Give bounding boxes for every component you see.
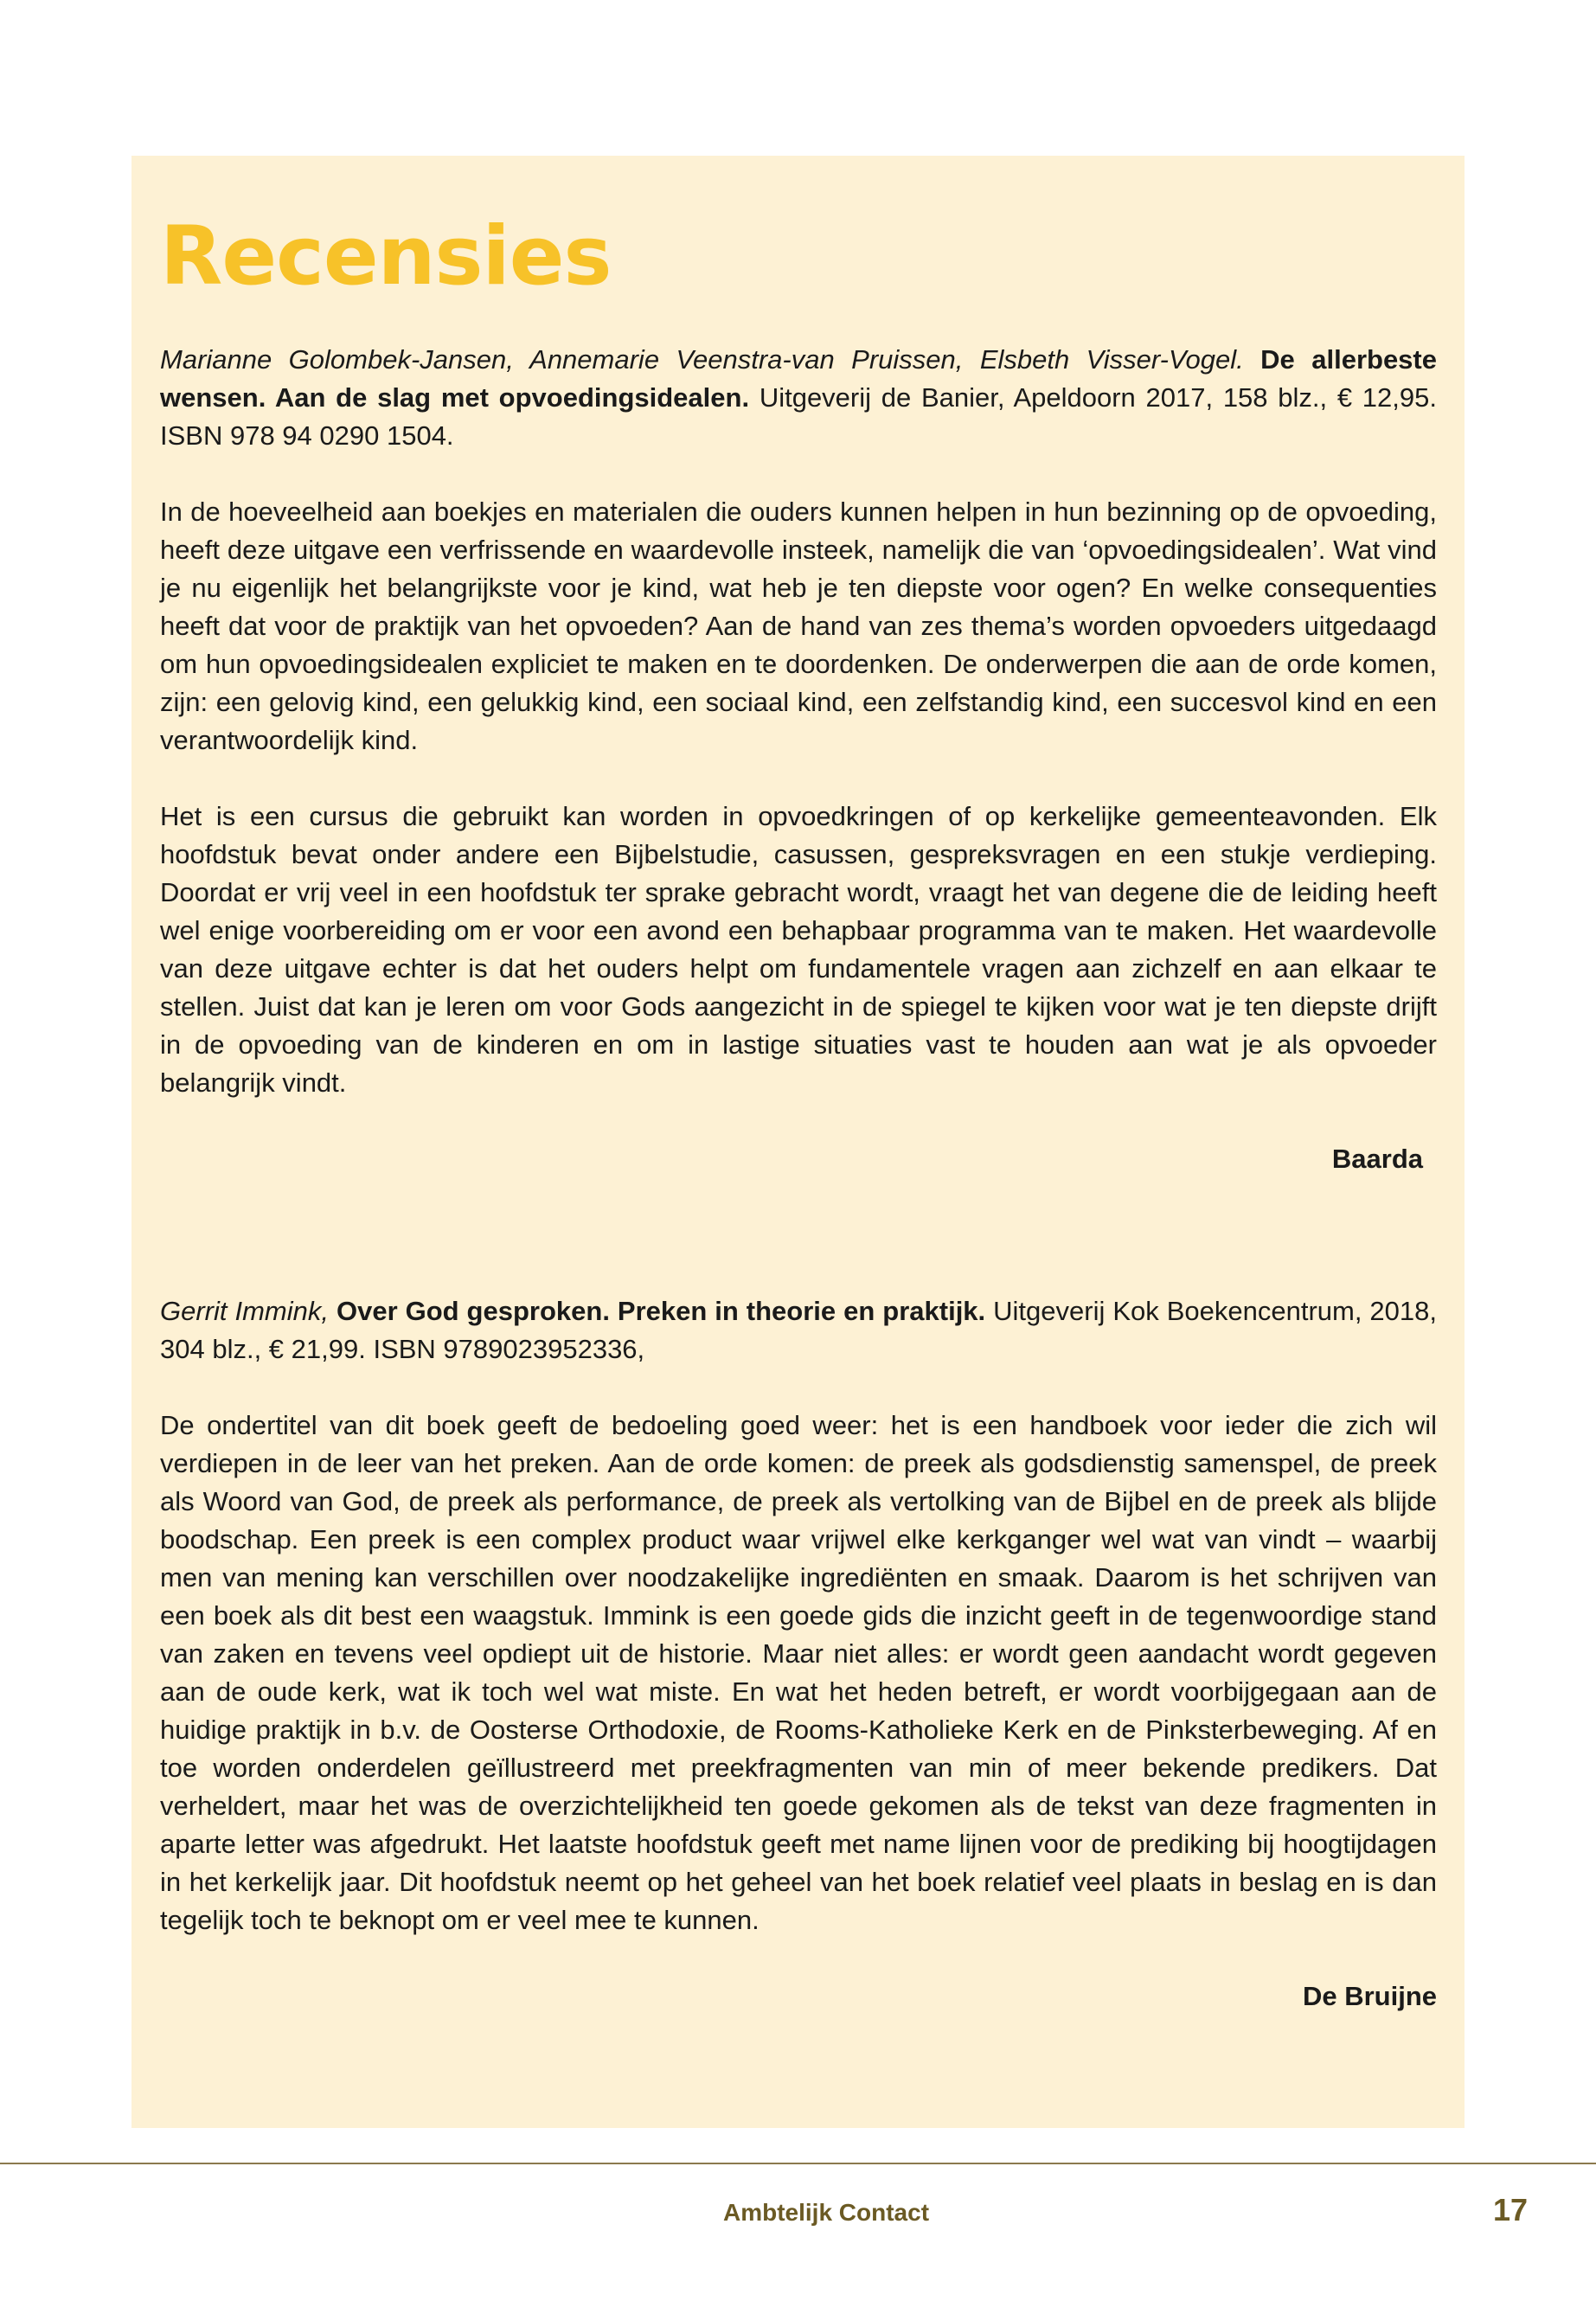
review-1 [160,341,1437,1178]
review-2 [160,1292,1437,2016]
book-title: De allerbeste wensen. Aan de slag met opvoedingsidealen. [160,344,1437,413]
publication-details: Uitgeverij Kok Boekencentrum, 2018, 304 blz., € 21,99. ISBN 9789023952336, [160,1296,1437,1364]
review-panel [131,156,1465,2128]
review-signature: Baarda [1331,1144,1423,1174]
review-authors: Gerrit Immink, [160,1296,329,1326]
page-title: Recensies [160,209,612,304]
footer-divider [0,2163,1596,2164]
review-paragraph: Het is een cursus die gebruikt kan worden in opvoedkringen of op kerkelijke gemeenteavonden. Elk hoofdstuk bevat onder andere een Bijbelstudie, casussen, gespreksvragen en een stukje verdieping. Doordat er vrij veel in een hoofdstuk ter sprake gebracht wordt, vraagt het van degene die de leiding heeft wel enige voorbereiding om er voor een avond een behapbaar programma van te maken. Het waardevolle van deze uitgave echter is dat het ouders helpt om fundamentele vragen aan zichzelf en aan elkaar te stellen. Juist dat kan je leren om voor Gods aangezicht in de spiegel te kijken voor wat je ten diepste drijft in de opvoeding van de kinderen en om in lastige situaties vast te houden aan wat je als opvoeder belangrijk vindt. [160,801,1437,1098]
review-paragraph: De ondertitel van dit boek geeft de bedoeling goed weer: het is een handboek voor ieder die zich wil verdiepen in de leer van het preken. Aan de orde komen: de preek als godsdienstig samenspel, de preek als Woord van God, de preek als performance, de preek als vertolking van de Bijbel en de preek als blijde boodschap. Een preek is een complex product waar vrijwel elke kerkganger wel wat van vindt – waarbij men van mening kan verschillen over noodzakelijke ingrediënten en smaak. Daarom is het schrijven van een boek als dit best een waagstuk. Immink is een goede gids die inzicht geeft in de tegenwoordige stand van zaken en tevens veel opdiept uit de historie. Maar niet alles: er wordt geen aandacht wordt gegeven aan de oude kerk, wat ik toch wel wat miste. En wat het heden betreft, er wordt voorbijgegaan aan de huidige praktijk in b.v. de Oosterse Orthodoxie, de Rooms-Katholieke Kerk en de Pinksterbeweging. Af en toe worden onderdelen geïllustreerd met preekfragmenten van min of meer bekende predikers. Dat verheldert, maar het was de overzichtelijkheid ten goede gekomen als de tekst van deze fragmenten in aparte letter was afgedrukt. Het laatste hoofdstuk geeft met name lijnen voor de prediking bij hoogtijdagen in het kerkelijk jaar. Dit hoofdstuk neemt op het geheel van het boek relatief veel plaats in beslag en is dan tegelijk toch te beknopt om er veel mee te kunnen. [160,1410,1437,1935]
book-title: Over God gesproken. Preken in theorie en praktijk. [336,1296,986,1326]
review-paragraph: In de hoeveelheid aan boekjes en materialen die ouders kunnen helpen in hun bezinning op de opvoeding, heeft deze uitgave een verfrissende en waardevolle insteek, namelijk die van ‘opvoedingsidealen’. Wat vind je nu eigenlijk het belangrijkste voor je kind, wat heb je ten diepste voor ogen? En welke consequenties heeft dat voor de praktijk van het opvoeden? Aan de hand van zes thema’s worden opvoeders uitgedaagd om hun opvoedingsidealen expliciet te maken en te doordenken. De onderwerpen die aan de orde komen, zijn: een gelovig kind, een gelukkig kind, een sociaal kind, een zelfstandig kind, een succesvol kind en een verantwoordelijk kind. [160,497,1437,755]
footer-publication-name: Ambtelijk Contact [723,2199,930,2226]
publication-details: Uitgeverij de Banier, Apeldoorn 2017, 158 blz., € 12,95. ISBN 978 94 0290 1504. [160,382,1437,451]
page-number: 17 [1493,2192,1529,2227]
review-signature: De Bruijne [1302,1981,1437,2011]
review-authors: Marianne Golombek-Jansen, Annemarie Veenstra-van Pruissen, Elsbeth Visser-Vogel. [160,344,1244,375]
review-citation [160,341,1437,455]
review-citation [160,1292,1437,1368]
